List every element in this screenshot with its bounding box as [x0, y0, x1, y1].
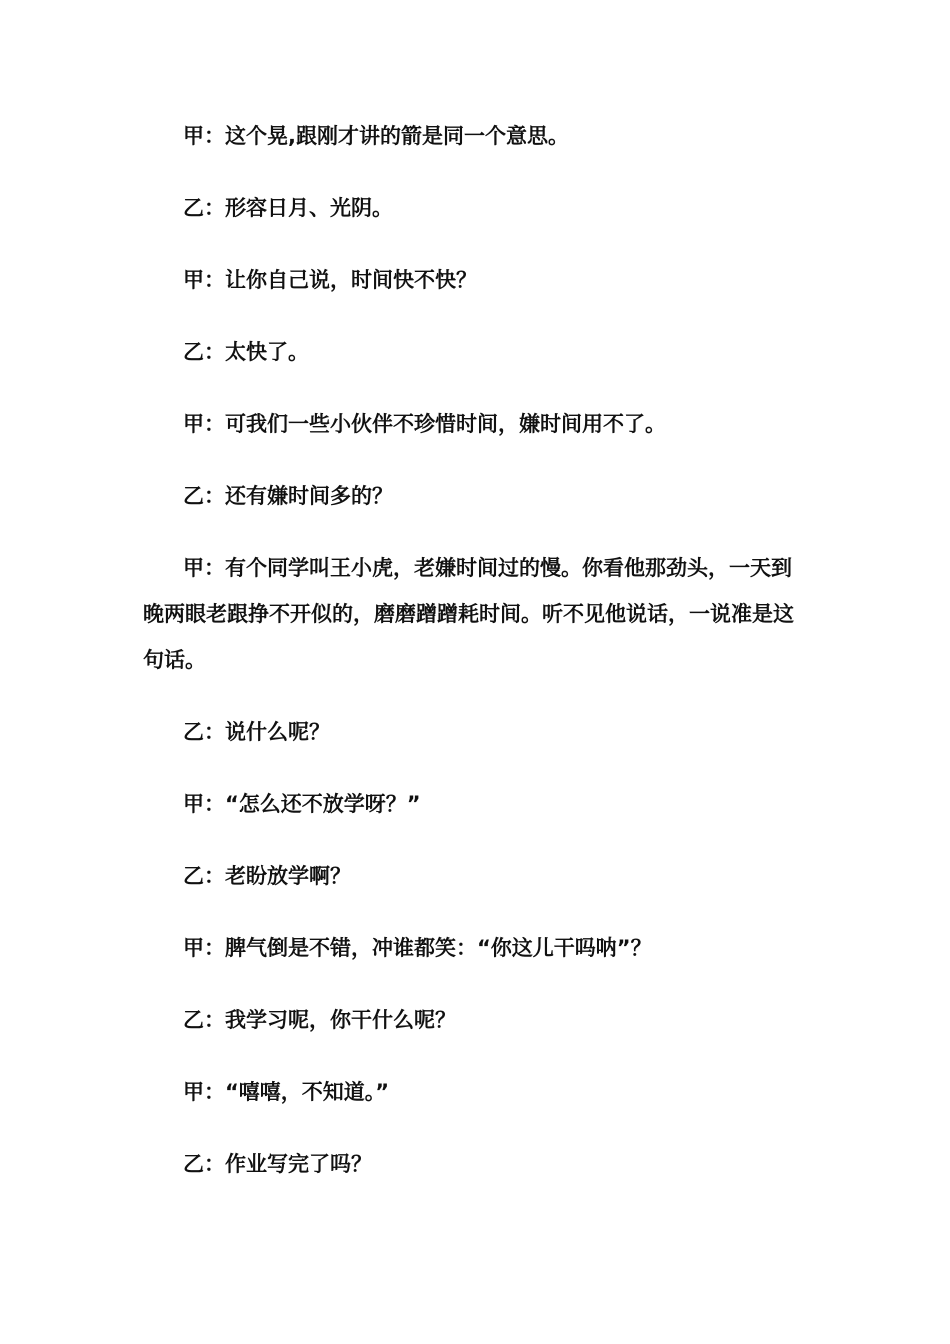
dialogue-line: 乙：形容日月、光阴。 [183, 196, 393, 220]
dialogue-line: 乙：太快了。 [183, 340, 309, 364]
dialogue-line: 甲：可我们一些小伙伴不珍惜时间，嫌时间用不了。 [183, 412, 666, 436]
dialogue-line: 乙：还有嫌时间多的？ [183, 484, 393, 508]
dialogue-line: 乙：我学习呢，你干什么呢？ [183, 1008, 456, 1032]
dialogue-line: 甲：这个晃,跟刚才讲的箭是同一个意思。 [183, 124, 569, 148]
dialogue-text [143, 113, 811, 1213]
dialogue-line: 甲：脾气倒是不错，冲谁都笑：“你这儿干吗呐”？ [183, 936, 652, 960]
dialogue-line: 乙：作业写完了吗？ [183, 1152, 372, 1176]
dialogue-line: 乙：说什么呢？ [183, 720, 330, 744]
dialogue-line: 甲：“怎么还不放学呀？” [183, 792, 421, 816]
dialogue-line: 甲：有个同学叫王小虎，老嫌时间过的慢。你看他那劲头，一天到晚两眼老跟挣不开似的，磨磨蹭蹭耗时间。听不见他说话，一说准是这句话。 [143, 556, 794, 672]
dialogue-line: 乙：老盼放学啊？ [183, 864, 351, 888]
dialogue-line: 甲：“嘻嘻，不知道。” [183, 1080, 390, 1104]
dialogue-line: 甲：让你自己说，时间快不快？ [183, 268, 477, 292]
